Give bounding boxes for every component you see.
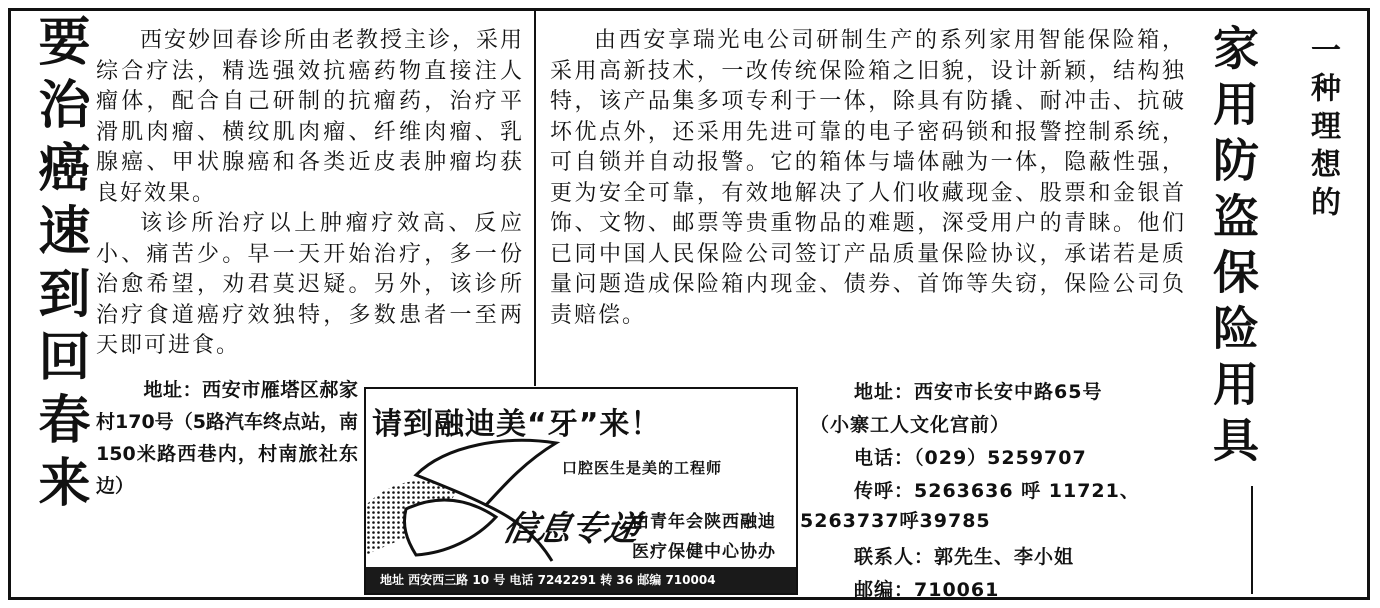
left-headline: 要治癌速到回春来 (29, 14, 89, 518)
inset-ad-title: 请到融迪美“牙”来！ (372, 407, 662, 442)
inset-dental-ad (364, 387, 798, 595)
left-address: 地址：西安市雁塔区郝家村170号（5路汽车终点站，南150米路西巷内，村南旅社东边） (96, 379, 358, 497)
inset-ad-logo: 信息专递 (499, 509, 644, 549)
left-body (96, 26, 524, 362)
left-paragraph-2: 该诊所治疗以上肿瘤疗效高、反应小、痛苦少。早一天开始治疗，多一份治愈希望，劝君莫迟疑。另外，该诊所治疗食道癌疗效独特，多数患者一至两天即可进食。 (96, 211, 524, 358)
right-pager: 传呼：5263636 呼 11721、 (854, 480, 1140, 502)
right-address-note: （小寨工人文化宫前） (810, 414, 1011, 436)
right-headline: 家用防盗保险用具 (1206, 24, 1260, 472)
right-address: 地址：西安市长安中路65号 (854, 381, 1103, 403)
right-contact-person: 联系人：郭先生、李小姐 (854, 546, 1075, 568)
right-postcode: 邮编：710061 (854, 579, 1000, 601)
right-body (550, 26, 1186, 331)
inset-ad-tagline: 口腔医生是美的工程师 (562, 459, 723, 477)
inset-ad-footer: 地址 西安西三路 10 号 电话 7242291 转 36 邮编 710004 (366, 567, 796, 593)
headline-dash (1251, 486, 1253, 594)
center-divider (534, 10, 536, 386)
inset-ad-line-1: 由青年会陕西融迪 (632, 512, 776, 532)
right-contact (810, 376, 1140, 607)
right-phone: 电话：（029）5259707 (854, 447, 1087, 469)
right-paragraph: 由西安享瑞光电公司研制生产的系列家用智能保险箱，采用高新技术，一改传统保险箱之旧貌，设计新颖，结构独特，该产品集多项专利于一体，除具有防撬、耐冲击、抗破坏优点外，还采用先进可靠的电子密码锁和报警控制系统，可自锁并自动报警。它的箱体与墙体融为一体，隐蔽性强，更为安全可靠，有效地解决了人们收藏现金、股票和金银首饰、文物、邮票等贵重物品的难题，深受用户的青睐。他们已同中国人民保险公司签订产品质量保险协议，承诺若是质量问题造成保险箱内现金、债券、首饰等失窃，保险公司负责赔偿。 (550, 28, 1186, 328)
inset-ad-line-2: 医疗保健中心协办 (632, 542, 776, 562)
left-paragraph-1: 西安妙回春诊所由老教授主诊，采用综合疗法，精选强效抗癌药物直接注人瘤体，配合自己研制的抗瘤药，治疗平滑肌肉瘤、横纹肌肉瘤、纤维肉瘤、乳腺癌、甲状腺癌和各类近皮表肿瘤均获良好效果。 (96, 28, 525, 206)
right-kicker: 一种理想的 (1305, 34, 1340, 224)
right-pager-continued: 5263737呼39785 (800, 510, 991, 532)
